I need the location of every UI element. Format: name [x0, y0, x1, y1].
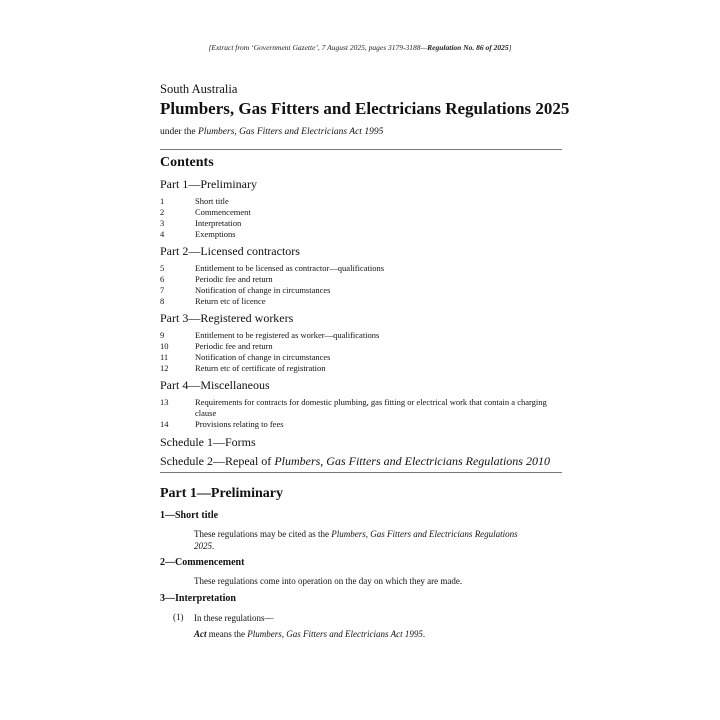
toc-item-number: 14	[160, 419, 169, 429]
regulation-1-text	[194, 528, 534, 552]
toc-item-text: Periodic fee and return	[195, 341, 273, 351]
toc-item-number: 5	[160, 263, 165, 273]
toc-item-text: Short title	[195, 196, 229, 206]
toc-item-text: Notification of change in circumstances	[195, 352, 331, 362]
toc-part-heading[interactable]: Part 1—Preliminary	[160, 177, 257, 191]
definition-act	[194, 628, 534, 640]
schedule-2-title: Plumbers, Gas Fitters and Electricians Regulations 2010	[274, 454, 550, 468]
subregulation-number: (1)	[173, 612, 184, 622]
toc-item-text: Return etc of licence	[195, 296, 266, 306]
toc-schedule-1[interactable]: Schedule 1—Forms	[160, 435, 256, 449]
toc-item-number: 8	[160, 296, 165, 306]
toc-item-number: 4	[160, 229, 165, 239]
toc-schedule-2[interactable]	[160, 454, 562, 469]
jurisdiction-label: South Australia	[160, 82, 238, 96]
toc-item-number: 10	[160, 341, 169, 351]
reg1-suffix: .	[212, 541, 215, 551]
extract-regulation-number: Regulation No. 86 of 2025	[427, 43, 509, 52]
gazette-extract-note	[0, 43, 720, 52]
toc-item-number: 11	[160, 352, 169, 362]
extract-text: [Extract from ‘Government Gazette’, 7 August 2025, pages 3179-3188—	[208, 43, 428, 52]
definition-end: .	[422, 629, 426, 639]
regulation-3-heading: 3—Interpretation	[160, 593, 236, 604]
reg1-citation: Plumbers, Gas Fitters and Electricians Regulations 2025	[194, 529, 518, 551]
toc-item-number: 13	[160, 397, 169, 407]
under-prefix: under the	[160, 127, 198, 137]
toc-item-number: 6	[160, 274, 165, 284]
regulation-2-heading: 2—Commencement	[160, 557, 245, 568]
toc-part-heading[interactable]: Part 3—Registered workers	[160, 311, 294, 325]
toc-item-text: Provisions relating to fees	[195, 419, 284, 429]
toc-item-number: 9	[160, 330, 165, 340]
regulation-2-text: These regulations come into operation on the day on which they are made.	[194, 576, 463, 586]
subregulation-text: In these regulations—	[194, 613, 274, 623]
toc-part-heading[interactable]: Part 4—Miscellaneous	[160, 378, 270, 392]
toc-item-text: Commencement	[195, 207, 251, 217]
toc-item-text: Entitlement to be licensed as contractor—qualifications	[195, 263, 385, 273]
toc-item-number: 3	[160, 218, 165, 228]
extract-end: ]	[508, 43, 512, 52]
part-1-heading: Part 1—Preliminary	[160, 486, 283, 501]
toc-item-text: Interpretation	[195, 218, 242, 228]
toc-item-text: Exemptions	[195, 229, 236, 239]
contents-heading: Contents	[160, 155, 214, 170]
toc-part-heading[interactable]: Part 2—Licensed contractors	[160, 244, 300, 258]
regulation-1-heading: 1—Short title	[160, 510, 219, 521]
toc-item-text: Notification of change in circumstances	[195, 285, 331, 295]
toc-item-number: 7	[160, 285, 165, 295]
definition-term: Act	[194, 629, 207, 639]
toc-item-number: 2	[160, 207, 165, 217]
toc-item-text: Return etc of certificate of registration	[195, 363, 326, 373]
definition-middle: means the	[206, 629, 248, 639]
divider-line	[160, 472, 562, 473]
document-title: Plumbers, Gas Fitters and Electricians Regulations 2025	[160, 99, 570, 118]
reg1-prefix: These regulations may be cited as the	[194, 529, 332, 539]
enabling-act-line	[160, 127, 562, 137]
schedule-2-prefix: Schedule 2—Repeal of	[160, 454, 275, 468]
enabling-act-name: Plumbers, Gas Fitters and Electricians Act 1995	[198, 127, 384, 137]
divider-line	[160, 149, 562, 150]
toc-item-number: 1	[160, 196, 165, 206]
toc-item-text: Periodic fee and return	[195, 274, 273, 284]
definition-act-name: Plumbers, Gas Fitters and Electricians Act 1995	[247, 629, 423, 639]
toc-item-number: 12	[160, 363, 169, 373]
toc-item-text: Entitlement to be registered as worker—qualifications	[195, 330, 380, 340]
toc-item-text: Requirements for contracts for domestic plumbing, gas fitting or electrical work that contain a charging clause	[195, 397, 547, 418]
